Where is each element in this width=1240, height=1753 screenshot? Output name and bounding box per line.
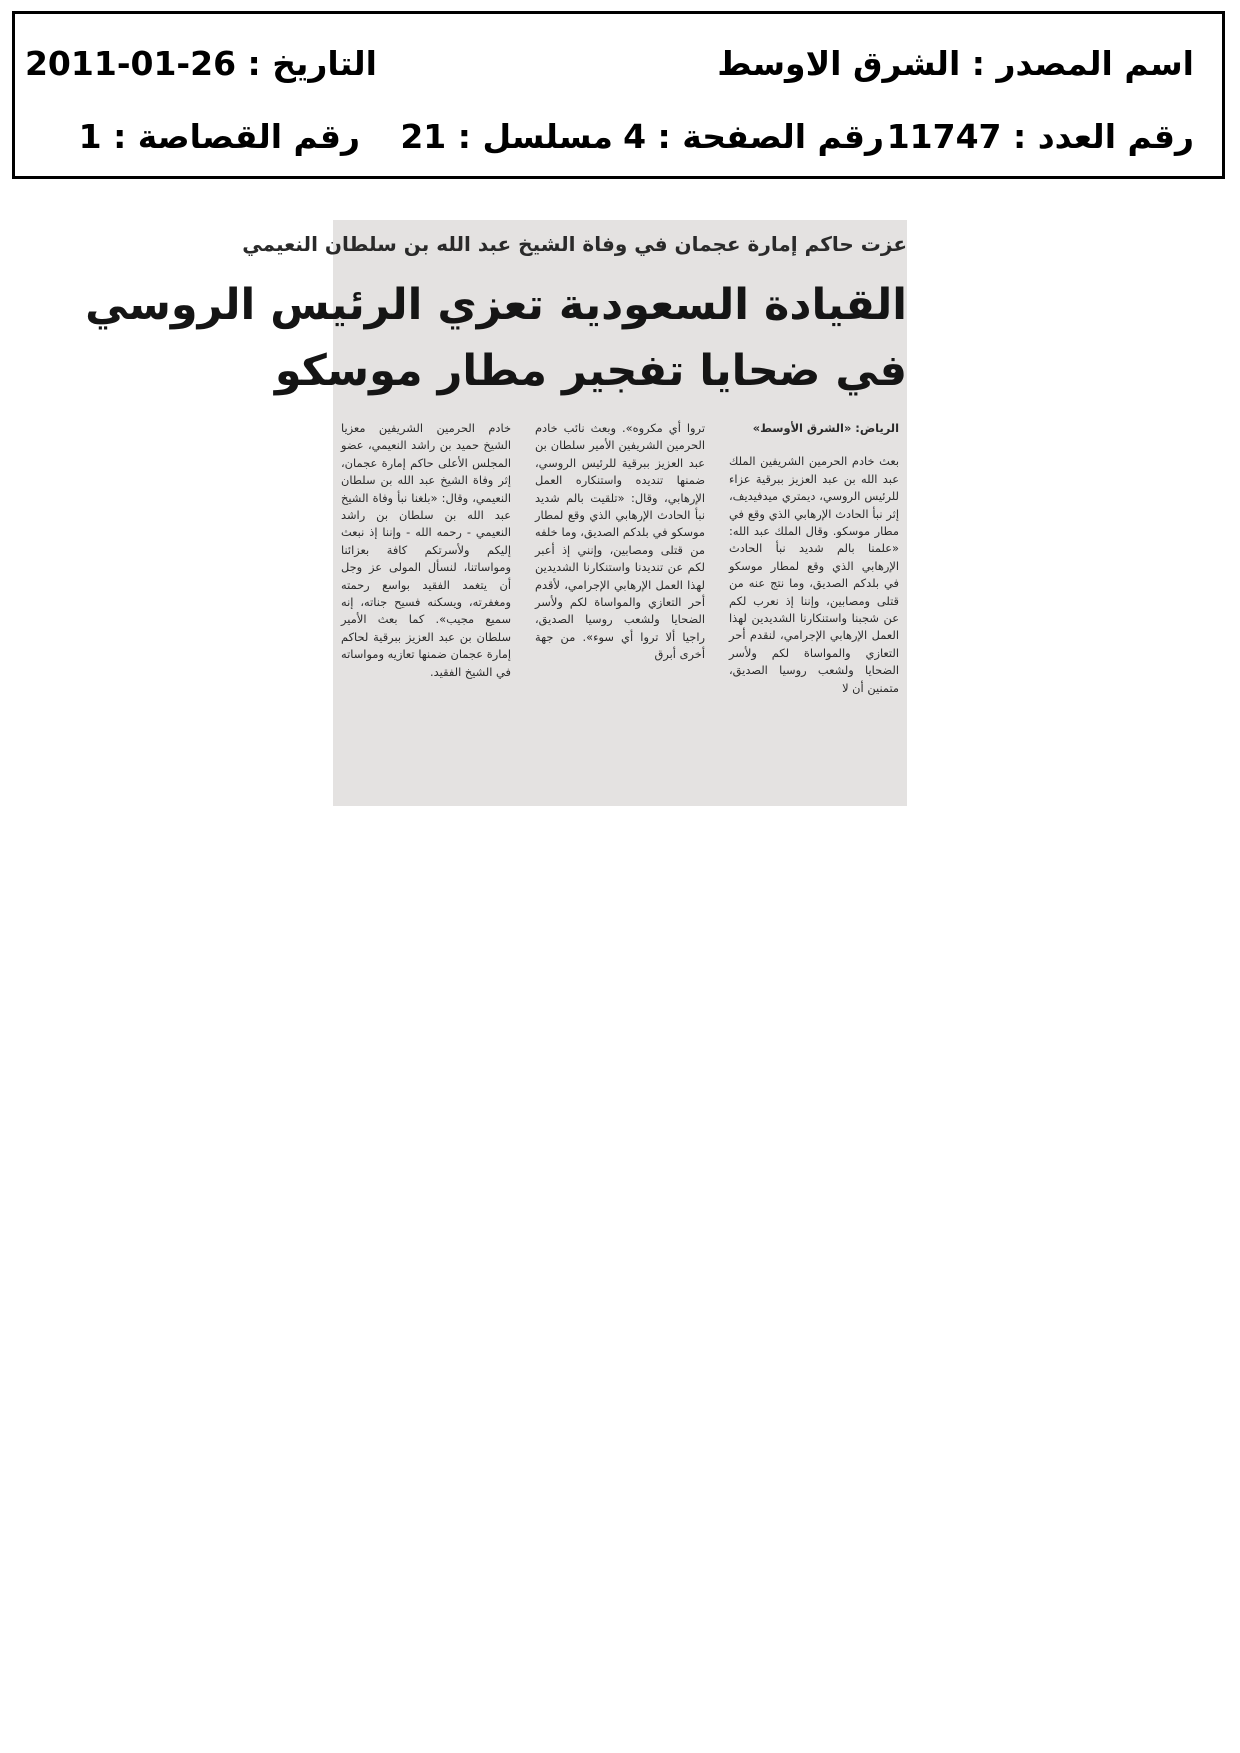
article-column-2-text: تروا أي مكروه». وبعث نائب خادم الحرمين الشريفين الأمير سلطان بن عبد العزيز ببرقية للرئيس الروسي، ضمنها تنديده واستنكاره العمل الإرهابي، وقال: «تلقيت بالم شديد نبأ الحادث الإرهابي الذي وقع لمطار موسكو في بلدكم الصديق، وما خلفه من قتلى ومصابين، وإنني إذ أعبر لكم عن تنديدنا واستنكارنا الشديدين لهذا العمل الإرهابي الإجرامي، لأقدم أحر التعازي والمواساة لكم ولأسر الضحايا ولشعب روسيا الصديق، راجيا ألا تروا أي سوء». من جهة أخرى أبرق: [535, 421, 705, 662]
source-value: الشرق الاوسط: [717, 44, 961, 83]
serial-field: مسلسل : 21: [400, 117, 613, 156]
article-column-1: [729, 420, 899, 800]
page-value: 4: [623, 117, 647, 156]
source-label: اسم المصدر: [996, 44, 1194, 83]
article-headline-line-2: في ضحايا تفجير مطار موسكو: [274, 346, 907, 396]
article-kicker: عزت حاكم إمارة عجمان في وفاة الشيخ عبد الله بن سلطان النعيمي: [242, 232, 907, 256]
issue-value: 11747: [886, 117, 1002, 156]
serial-label: مسلسل: [482, 117, 613, 156]
date-label: التاريخ: [272, 44, 377, 83]
metadata-header-box: [12, 11, 1225, 179]
serial-value: 21: [400, 117, 447, 156]
clipping-field: رقم القصاصة : 1: [78, 117, 360, 156]
article-column-3-text: خادم الحرمين الشريفين معزيا الشيخ حميد بن راشد النعيمي، عضو المجلس الأعلى حاكم إمارة عجمان، إثر وفاة الشيخ عبد الله بن سلطان النعيمي، وقال: «بلغنا نبأ وفاة الشيخ عبد الله بن سلطان بن راشد النعيمي - رحمه الله - وإننا إذ نبعث إليكم ولأسرتكم كافة بعزائنا ومواساتنا، لنسأل المولى عز وجل أن يتغمد الفقيد بواسع رحمته ومغفرته، ويسكنه فسيح جناته، إنه سميع مجيب». كما بعث الأمير سلطان بن عبد العزيز ببرقية لحاكم إمارة عجمان ضمنها تعازيه ومواساته في الشيخ الفقيد.: [341, 421, 511, 679]
newspaper-clipping: [85, 220, 907, 806]
source-field: اسم المصدر : الشرق الاوسط: [717, 44, 1194, 83]
article-column-2: [535, 420, 705, 800]
issue-field: رقم العدد : 11747: [886, 117, 1194, 156]
article-column-3: [341, 420, 511, 800]
date-value: 2011-01-26: [24, 44, 237, 83]
article-column-1-text: بعث خادم الحرمين الشريفين الملك عبد الله بن عبد العزيز ببرقية عزاء للرئيس الروسي، ديمتري ميدفيديف، إثر نبأ الحادث الإرهابي الذي وقع في مطار موسكو. وقال الملك عبد الله: «علمنا بالم شديد نبأ الحادث الإرهابي الذي وقع لمطار موسكو في بلدكم الصديق، وما نتج عنه من قتلى ومصابين، وإننا إذ نعرب لكم عن شجبنا واستنكارنا الشديدين لهذا العمل الإرهابي الإجرامي، لنقدم أحر التعازي والمواساة لكم ولأسر الضحايا ولشعب روسيا الصديق، متمنين أن لا: [729, 454, 899, 695]
issue-label: رقم العدد: [1037, 117, 1194, 156]
page-field: رقم الصفحة : 4: [623, 117, 884, 156]
clipping-label: رقم القصاصة: [137, 117, 360, 156]
clipping-value: 1: [78, 117, 102, 156]
date-field: التاريخ : 2011-01-26: [24, 44, 377, 83]
article-byline: الرياض: «الشرق الأوسط»: [752, 421, 899, 435]
page-label: رقم الصفحة: [682, 117, 884, 156]
article-headline-line-1: القيادة السعودية تعزي الرئيس الروسي: [85, 280, 907, 330]
